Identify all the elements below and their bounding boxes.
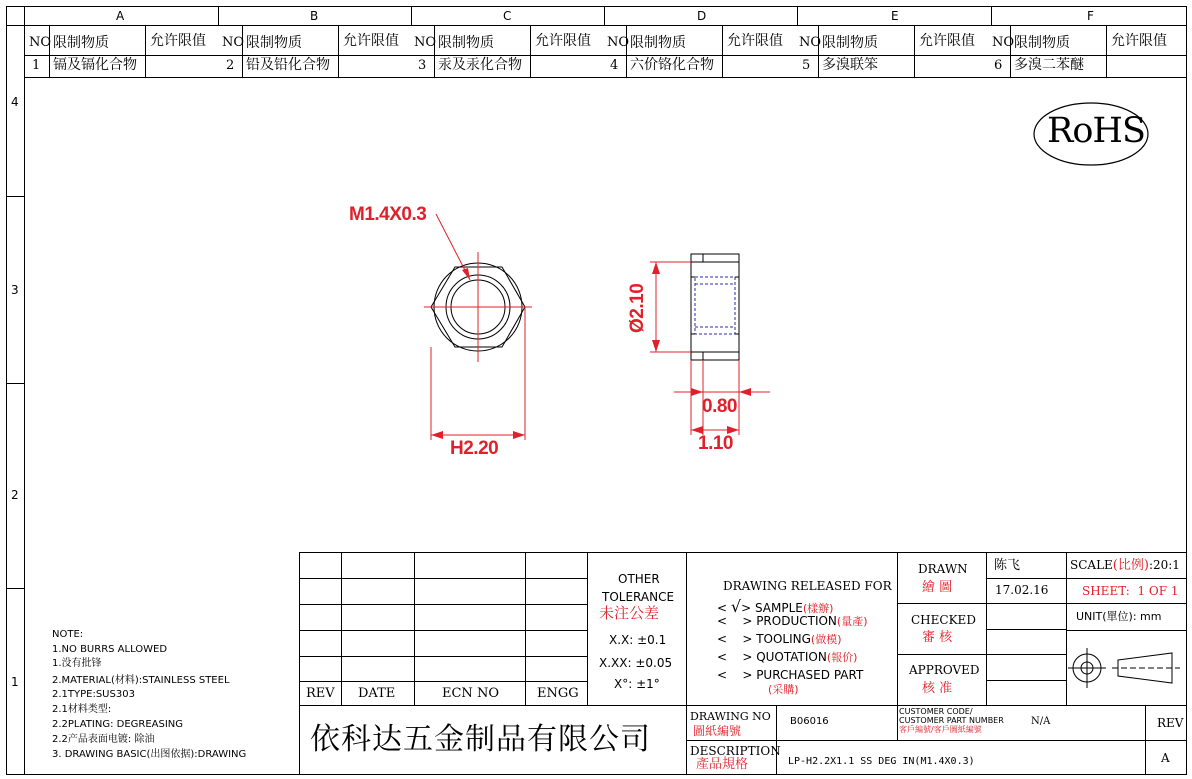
zone-label-f: F [1087,9,1094,23]
customer-value: N/A [1031,716,1051,727]
scale-field: SCALE(比例):20:1 [1070,558,1180,573]
col-no-6: NO [992,35,1015,50]
col-name-3: 限制物质 [438,35,494,51]
engg-column-header: ENGG [537,686,579,701]
note-line: 3. DRAWING BASIC(出图依据):DRAWING [52,749,247,760]
zone-label-c: C [503,9,512,23]
note-line: 2.2产品表面电镀: 除油 [52,734,155,745]
col-limit-2: 允许限值 [343,33,399,49]
item-no-6: 6 [994,58,1003,73]
description-label: DESCRIPTION [690,744,781,758]
col-no-3: NO [414,35,437,50]
drawn-date-value: 17.02.16 [995,583,1049,597]
ecn-column-header: ECN NO [442,686,499,701]
col-no-5: NO [799,35,822,50]
drawing-no-label: DRAWING NO [690,710,771,723]
company-name: 依科达五金制品有限公司 [310,722,651,757]
hex-width-dimension: H2.20 [450,438,499,459]
col-name-5: 限制物质 [822,35,878,51]
zone-label-a: A [116,9,125,23]
note-line: 2.1TYPE:SUS303 [52,689,135,700]
rev-label: REV [1157,716,1184,730]
item-no-4: 4 [610,58,619,73]
drawn-label: DRAWN [918,562,968,576]
item-name-6: 多溴二苯醚 [1014,57,1084,73]
item-no-1: 1 [32,58,41,73]
release-option-sample: < √> SAMPLE(樣辦) [717,597,834,616]
customer-label-1: CUSTOMER CODE/ [899,707,973,716]
total-thickness-dimension: 1.10 [698,433,733,454]
sheet-field: SHEET: 1 OF 1 [1082,584,1179,598]
col-limit-3: 允许限值 [535,33,591,49]
item-name-2: 铅及铅化合物 [246,57,330,73]
note-line: 2.MATERIAL(材料):STAINLESS STEEL [52,675,230,686]
checked-label: CHECKED [911,613,976,627]
zone-label-3: 3 [11,283,19,297]
release-title: DRAWING RELEASED FOR [723,579,892,593]
drawn-label-cn: 繪 圖 [922,580,953,595]
col-no-4: NO [607,35,630,50]
col-name-4: 限制物质 [630,35,686,51]
item-name-1: 镉及镉化合物 [53,57,137,73]
tolerance-title-cn: 未注公差 [599,604,660,622]
zone-label-b: B [310,9,319,23]
zone-label-4: 4 [11,95,19,109]
zone-label-d: D [697,9,707,23]
item-no-3: 3 [418,58,427,73]
tolerance-line: X.XX: ±0.05 [599,656,673,670]
note-line: 2.1材料类型: [52,704,112,715]
drawn-by-value: 陈飞 [994,558,1021,573]
rohs-mark: RoHS [1047,111,1145,151]
description-value: LP-H2.2X1.1 SS DEG IN(M1.4X0.3) [788,756,975,767]
nut-front-view [424,214,532,440]
note-line: 1.没有批锋 [52,658,102,669]
checked-label-cn: 審 核 [922,630,953,645]
item-name-3: 汞及汞化合物 [438,57,522,73]
projection-symbol [1068,648,1180,688]
col-limit-6: 允许限值 [1111,33,1167,49]
date-column-header: DATE [358,686,396,701]
col-limit-1: 允许限值 [150,33,206,49]
diameter-dimension: Ø2.10 [627,283,648,333]
drawing-no-label-cn: 圖紙編號 [693,724,742,738]
approved-label-cn: 核 准 [922,681,953,696]
release-option-quotation: < > QUOTATION(報价) [717,650,858,664]
release-option-tooling: < > TOOLING(做模) [717,632,842,646]
drawing-no-value: B06016 [790,716,829,727]
item-name-4: 六价铬化合物 [630,57,714,73]
col-name-2: 限制物质 [246,35,302,51]
item-no-2: 2 [226,58,235,73]
note-line: 2.2PLATING: DEGREASING [52,719,184,730]
note-line: 1.NO BURRS ALLOWED [52,644,168,655]
checkmark-icon: √ [730,597,742,616]
release-option-production: < > PRODUCTION(量產) [717,614,868,628]
col-no-2: NO [222,35,245,50]
item-name-5: 多溴联笨 [822,57,878,73]
tolerance-line: X°: ±1° [614,677,660,691]
zone-label-1: 1 [11,675,19,689]
customer-label-2: CUSTOMER PART NUMBER [899,716,1004,725]
zone-label-2: 2 [11,488,19,502]
col-name-1: 限制物质 [53,35,109,51]
zone-label-e: E [891,9,899,23]
col-name-6: 限制物质 [1014,35,1070,51]
unit-field: UNIT(單位): mm [1076,610,1162,623]
tolerance-title-1: OTHER [618,572,660,586]
release-option-purchased-cn: (采購) [768,683,799,696]
thread-callout: M1.4X0.3 [349,204,427,225]
notes-title: NOTE: [52,629,84,640]
inner-thickness-dimension: 0.80 [702,396,737,417]
item-no-5: 5 [802,58,811,73]
rev-value: A [1161,751,1170,765]
description-label-cn: 產品規格 [696,757,749,772]
col-limit-5: 允许限值 [919,33,975,49]
col-no-1: NO [29,35,52,50]
tolerance-title-2: TOLERANCE [602,590,675,604]
rev-column-header: REV [306,686,335,701]
release-option-purchased: < > PURCHASED PART [717,668,864,682]
col-limit-4: 允许限值 [727,33,783,49]
tolerance-line: X.X: ±0.1 [609,633,667,647]
customer-label-cn: 客戶編號/客戶圖紙編號 [899,725,982,734]
approved-label: APPROVED [909,663,980,677]
